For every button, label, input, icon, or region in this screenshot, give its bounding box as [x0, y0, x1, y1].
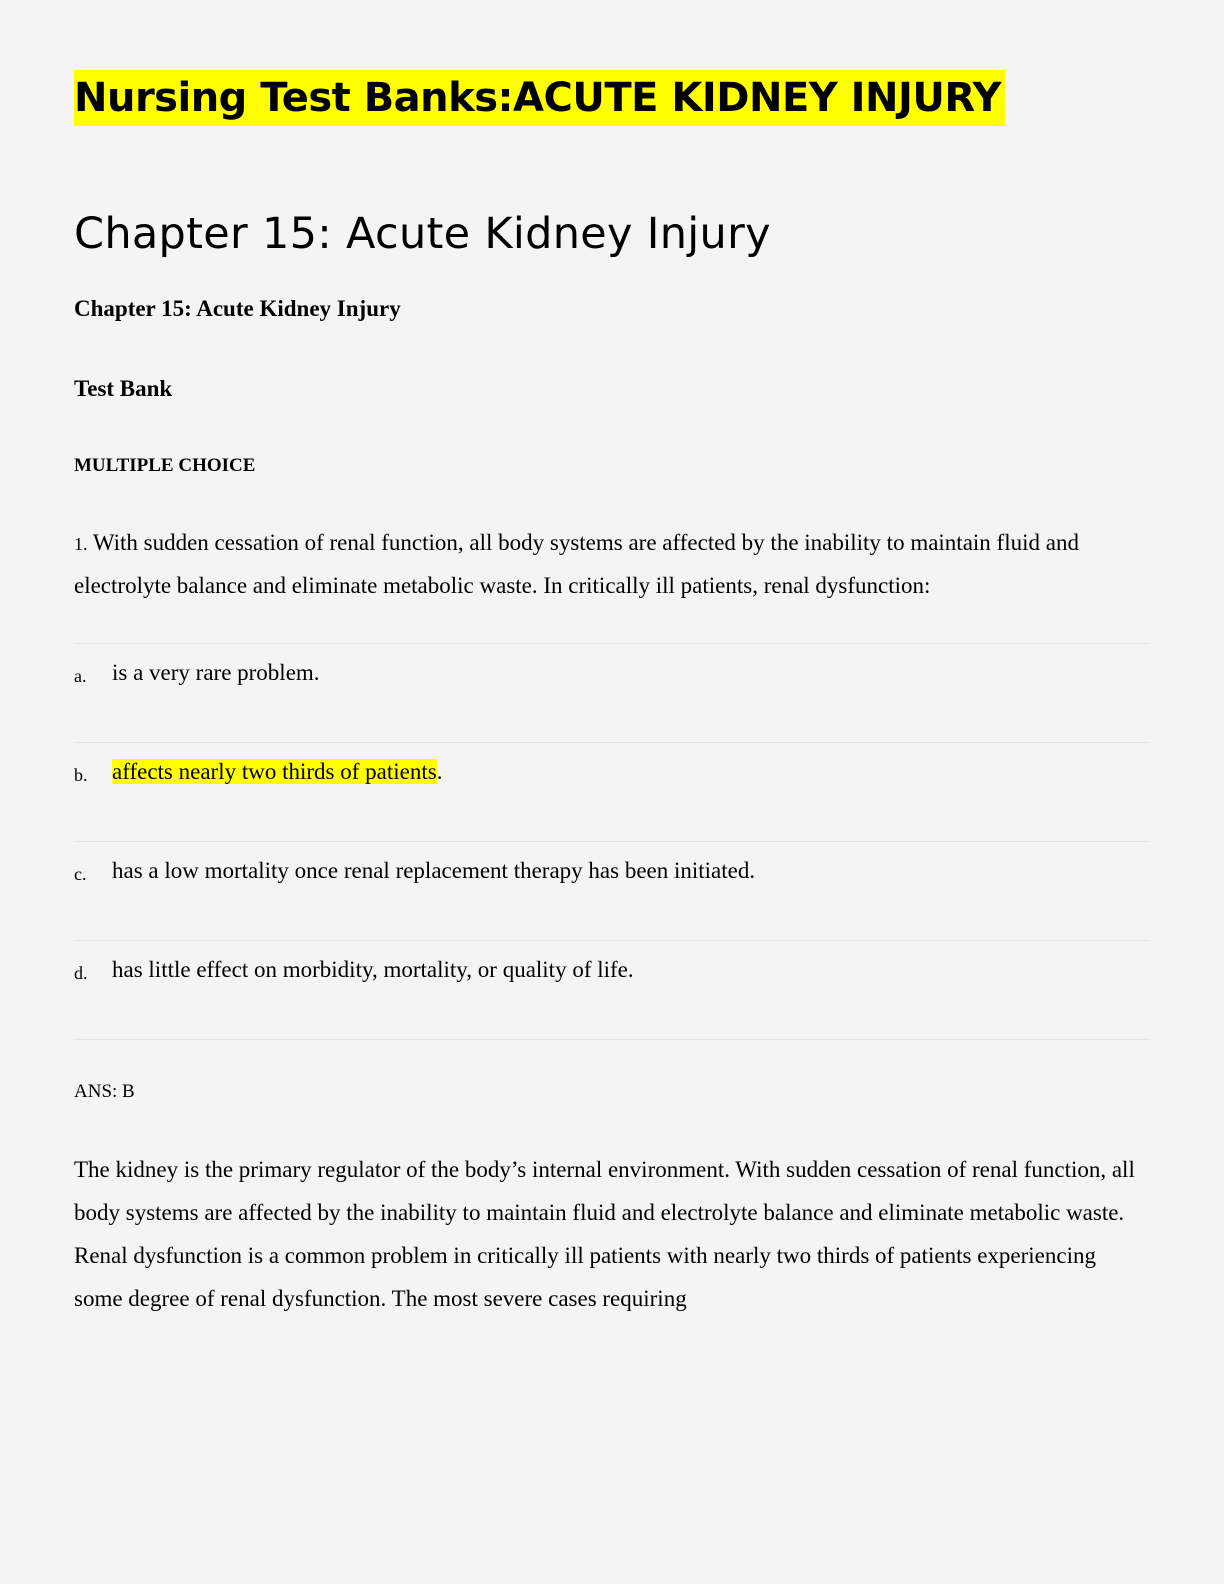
option-a	[74, 643, 1150, 742]
highlighted-correct-answer: affects nearly two thirds of patients	[112, 759, 437, 784]
question-type-heading: MULTIPLE CHOICE	[74, 455, 256, 476]
option-b	[74, 742, 1150, 841]
option-suffix: .	[436, 759, 443, 784]
question-number: 1.	[74, 534, 88, 554]
question-stem	[74, 522, 1150, 607]
option-d	[74, 940, 1150, 1040]
option-letter: b.	[74, 765, 88, 785]
question-text: With sudden cessation of renal function, all body systems are affected by the inability to maintain fluid and electrolyte balance and eliminate metabolic waste. In critically ill patients, renal dysfunction:	[74, 530, 1079, 598]
banner-title: Nursing Test Banks:ACUTE KIDNEY INJURY	[74, 70, 1005, 126]
option-text: has little effect on morbidity, mortality, or quality of life.	[112, 957, 634, 982]
answer-options	[74, 643, 1150, 1040]
option-c	[74, 841, 1150, 940]
answer-key: ANS: B	[74, 1081, 135, 1102]
option-letter: a.	[74, 666, 87, 686]
rationale-text: The kidney is the primary regulator of the body’s internal environment. With sudden cessation of renal function, all body systems are affected by the inability to maintain fluid and electrolyte balance and eliminate metabolic waste. Renal dysfunction is a common problem in critically ill patients with nearly two thirds of patients experiencing some degree of renal dysfunction. The most severe cases requiring	[74, 1157, 1135, 1311]
option-letter: d.	[74, 963, 88, 983]
option-text: has a low mortality once renal replacement therapy has been initiated.	[112, 858, 756, 883]
section-label: Test Bank	[74, 376, 173, 401]
chapter-heading: Chapter 15: Acute Kidney Injury	[74, 209, 771, 259]
option-text-container	[112, 757, 442, 787]
chapter-subheading: Chapter 15: Acute Kidney Injury	[74, 296, 401, 321]
option-text: is a very rare problem.	[112, 660, 320, 685]
option-letter: c.	[74, 864, 87, 884]
